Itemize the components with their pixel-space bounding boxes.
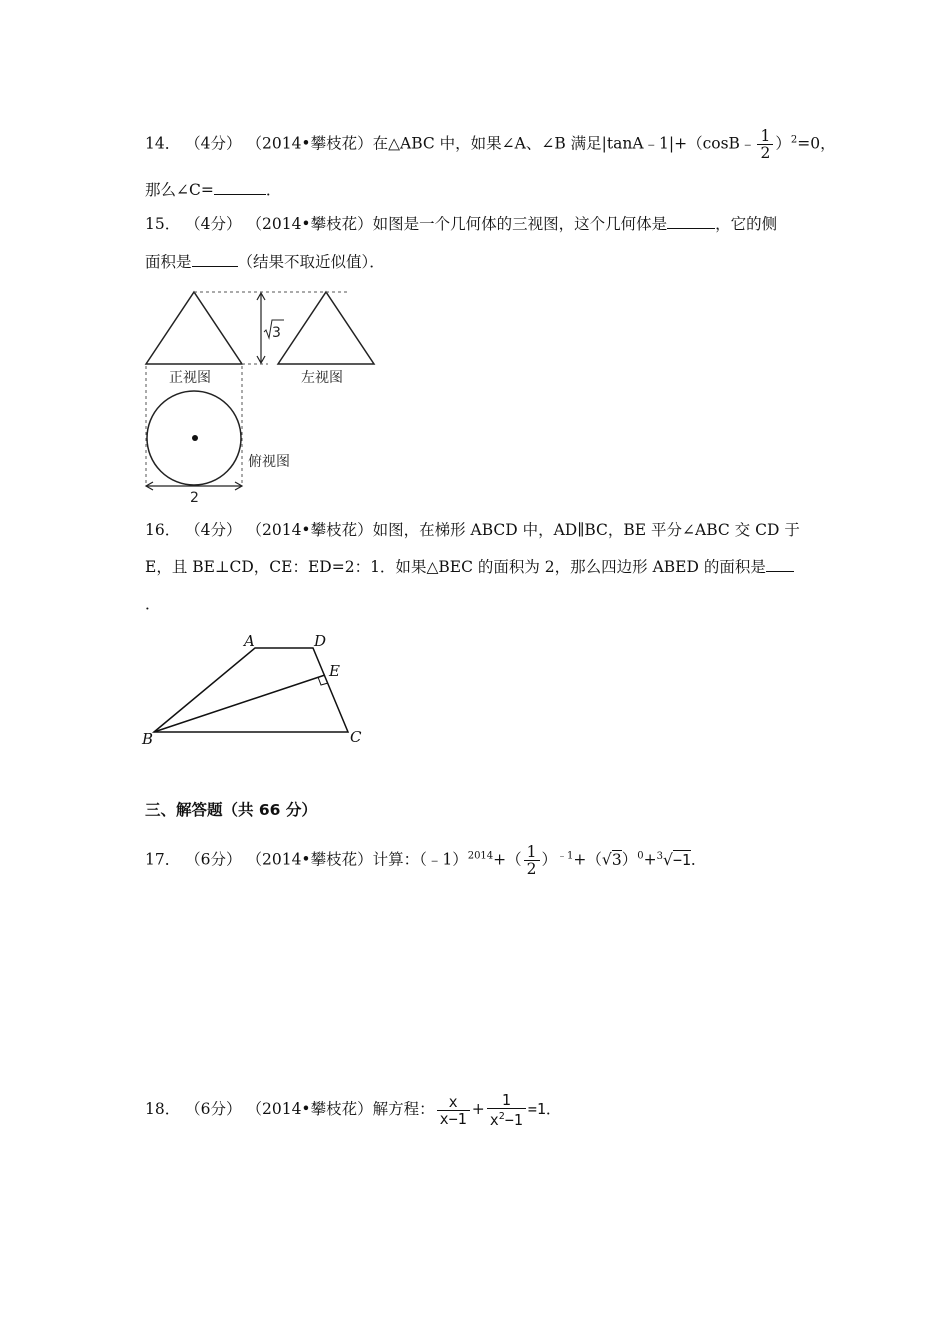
q18-number: 18．	[145, 1100, 181, 1118]
q15-source: （2014•攀枝花）	[246, 215, 373, 233]
point-d-label: D	[314, 632, 327, 650]
q14-exponent: 2	[790, 134, 798, 146]
q14-line2-text: 那么∠C=	[145, 181, 214, 199]
point-b-label: B	[142, 730, 154, 748]
point-e-label: E	[329, 662, 340, 680]
q16-line2-text: E，且 BE⊥CD，CE：ED=2：1．如果△BEC 的面积为 2，那么四边形 ABED 的面积是	[145, 558, 766, 576]
q14-fraction	[757, 128, 773, 161]
q17-exp1: 2014	[467, 850, 494, 862]
q17-plus1: +（	[493, 850, 522, 869]
q18-f2-num: 1	[487, 1092, 526, 1109]
q15-answer-blank-1[interactable]	[667, 214, 715, 229]
q16-text-a: 如图，在梯形 ABCD 中，AD∥BC，BE 平分∠ABC 交 CD 于	[372, 521, 800, 539]
q17-plus2: +（	[573, 850, 602, 869]
q18-line	[145, 1092, 561, 1128]
q17-text: 计算：（﹣1）	[372, 850, 468, 869]
q17-end: ．	[690, 850, 707, 869]
q18-f1-num: x	[437, 1094, 470, 1111]
q14-paren: ）	[775, 134, 791, 153]
q17-number: 17．	[145, 850, 181, 869]
q17-frac-num: 1	[524, 844, 540, 861]
q16-source: （2014•攀枝花）	[246, 521, 373, 539]
q16-line2	[145, 557, 794, 577]
q14-frac-num: 1	[757, 128, 773, 145]
q18-source: （2014•攀枝花）	[246, 1100, 373, 1118]
top-view-center-dot	[192, 435, 198, 441]
q18-text: 解方程：	[372, 1100, 435, 1118]
width-label: 2	[190, 490, 199, 506]
q15-number: 15．	[145, 215, 181, 233]
q16-line1	[145, 520, 800, 540]
q14-answer-blank[interactable]	[214, 180, 266, 195]
q14-line2	[145, 180, 281, 200]
q14-score: （4分）	[185, 134, 242, 153]
front-view-label: 正视图	[169, 370, 211, 386]
q18-end: ．	[545, 1100, 562, 1118]
q17-frac-den: 2	[526, 860, 537, 878]
q16-answer-blank[interactable]	[766, 557, 794, 572]
q17-root-index: 3	[656, 850, 663, 862]
section-heading: 三、解答题（共 66 分）	[145, 801, 317, 819]
q18-f2-den-base: x	[489, 1111, 499, 1129]
q14-eq: =0，	[797, 134, 836, 153]
left-view-triangle	[278, 292, 374, 364]
q17-fraction	[524, 844, 540, 877]
q18-f2-den	[487, 1109, 526, 1128]
point-c-label: C	[350, 728, 362, 746]
q15-text-b: ，它的侧	[715, 215, 778, 233]
q15-three-views-figure	[138, 286, 378, 504]
q17-close1: ）	[541, 850, 558, 869]
q17-source: （2014•攀枝花）	[246, 850, 373, 869]
q17-line	[145, 844, 706, 877]
q16-number: 16．	[145, 521, 181, 539]
q15-score: （4分）	[185, 215, 242, 233]
q18-fraction-2	[487, 1092, 526, 1128]
q15-line2	[145, 252, 385, 272]
q16-score: （4分）	[185, 521, 242, 539]
q18-f2-den-rest: −1	[504, 1111, 523, 1129]
q14-source: （2014•攀枝花）	[246, 134, 373, 153]
q17-plus3: +	[643, 850, 657, 869]
q18-f1-den: x−1	[439, 1109, 467, 1128]
q17-sqrt: √3	[601, 850, 622, 869]
height-label: 3	[272, 325, 281, 341]
q18-f2-den-exp: 2	[498, 1111, 505, 1122]
left-view-label: 左视图	[301, 370, 343, 386]
top-view-label: 俯视图	[248, 454, 290, 470]
q14-line1	[145, 128, 836, 161]
q18-score: （6分）	[185, 1100, 242, 1118]
q16-line3	[145, 594, 161, 614]
q17-sqrt-arg: 3	[611, 850, 622, 869]
q15-answer-blank-2[interactable]	[192, 252, 238, 267]
q16-line3-text: ．	[145, 595, 161, 613]
trapezoid-abcd	[154, 648, 348, 732]
q18-plus: +	[471, 1100, 485, 1118]
q17-exp2: ﹣1	[557, 850, 574, 862]
q17-cbrt-arg: −1	[672, 850, 691, 869]
q15-text-a: 如图是一个几何体的三视图，这个几何体是	[372, 215, 668, 233]
q14-frac-den: 2	[760, 144, 771, 162]
q15-line2-b: （结果不取近似值）．	[237, 253, 385, 271]
q17-close2: ）	[621, 850, 638, 869]
q15-line1	[145, 214, 777, 234]
front-view-triangle	[146, 292, 242, 364]
segment-be	[154, 675, 325, 732]
q14-line2-end: ．	[265, 181, 282, 199]
q18-fraction-1	[437, 1094, 470, 1127]
q17-score: （6分）	[185, 850, 242, 869]
q14-text: 在△ABC 中，如果∠A、∠B 满足|tanA﹣1|+（cosB﹣	[372, 134, 756, 153]
q16-trapezoid-figure	[140, 630, 370, 752]
q17-exp3: 0	[637, 850, 644, 862]
q14-number: 14．	[145, 134, 181, 153]
q17-cbrt: $^3$√−1	[656, 850, 691, 869]
q15-line2-a: 面积是	[145, 253, 192, 271]
q18-eq: =1	[527, 1100, 546, 1118]
point-a-label: A	[244, 632, 255, 650]
